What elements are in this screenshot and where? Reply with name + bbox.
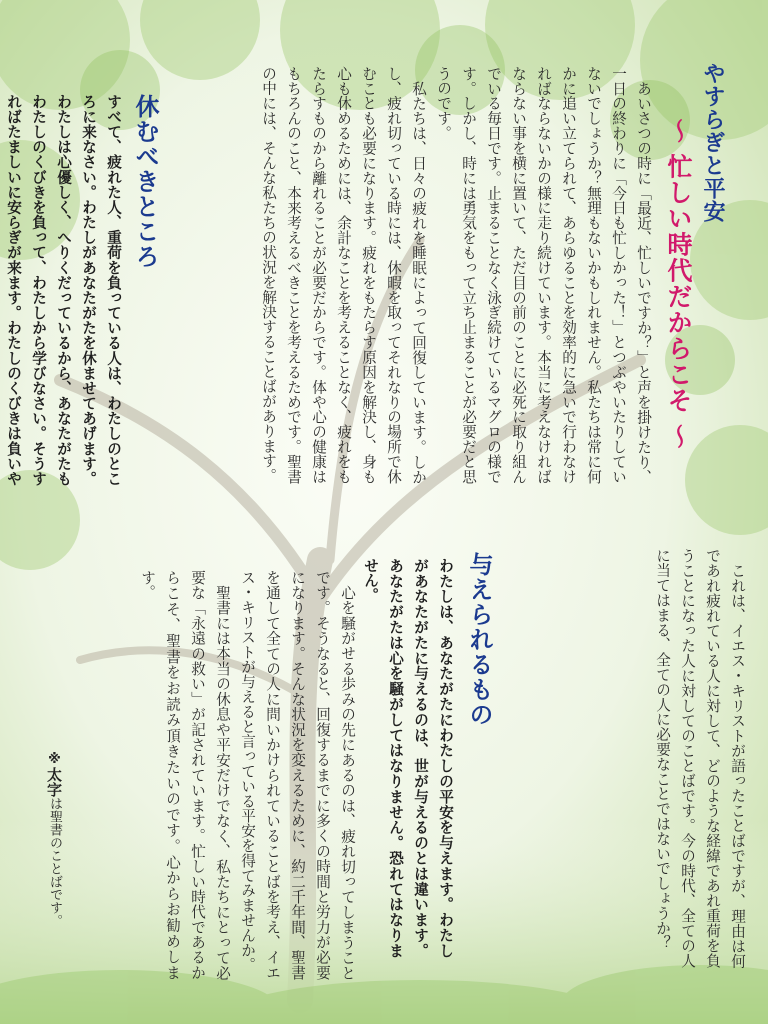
rest-paragraph: これは、イエス・キリストが語ったことばですが、理由は何であれ疲れている人に対して、どのような経緯であれ重荷を負うことになった人に対してのことばです。今の時代、全ての人に当てはまる、全ての人に必要なことではないでしょうか？ [654, 548, 746, 968]
rest-verse [5, 94, 126, 486]
intro-paragraph-1: あいさつの時に「最近、忙しいですか？」と声を掛けたり、一日の終わりに「今日も忙しかった！」とつぶやいたりしていないでしょうか？無理もないかもしれません。私たちは常に何かに追い立てられて、あらゆることを効率的に急いで行わなければならないかの様に走り続けています。本当に考えなければならない事を横に置いて、ただ目の前のことに必死に取り組んでいる毎日です。止まることなく泳ぎ続けているマグロの様です。しかし、時には勇気をもって立ち止まることが必要だと思うのです。 [435, 66, 652, 484]
page-title: やすらぎと平安 [700, 62, 725, 223]
footnote-bold-word: 太字 [45, 767, 63, 797]
given-paragraph-1: 心を騒がせる歩みの先にあるのは、疲れ切ってしまうことです。そうなると、回復するまでに多くの時間と労力が必要になります。そんな状況を変えるために、約二千年間、聖書を通して全ての人に問いかけられていることばを考え、イエス・キリストが与えると言っている平安を得てみませんか。 [239, 570, 356, 980]
given-body [60, 570, 360, 980]
given-verse-text: わたしは、あなたがたにわたしの平安を与えます。わたしがあなたがたに与えるのは、世が与えるのとは違います。あなたがたは心を騒がしてはなりません。恐れてはなりません。 [362, 558, 454, 958]
intro-body [152, 66, 656, 484]
footnote-mark: ※ [47, 752, 62, 767]
given-paragraph-2: 聖書には本当の休息や平安だけでなく、私たちにとって必要な「永遠の救い」が記されています。忙しい時代であるからこそ、聖書をお読み頂きたいのです。心からお勧めします。 [139, 570, 231, 980]
intro-paragraph-2: 私たちは、日々の疲れを睡眠によって回復しています。しかし、疲れ切っている時には、休暇を取ってそれなりの場所で休むことも必要になります。疲れをもたらす原因を解決し、身も心も休めるためには、余計なことを考えることなく、疲れをもたらすものから離れることが必要だからです。体や心の健康はもちろんのこと、本来考えるべきことを考えるためです。聖書の中には、そんな私たちの状況を解決することばがあります。 [260, 66, 427, 484]
rest-body [520, 548, 750, 968]
page-subtitle: ～ 忙しい時代だからこそ ～ [664, 118, 693, 450]
rest-verse-text: すべて、疲れた人、重荷を負っている人は、わたしのところに来なさい。わたしがあなたがたを休ませてあげます。わたしは心優しく、へりくだっているから、あなたがたもわたしのくびきを負って、わたしから学びなさい。そうすればたましいに安らぎが来ます。わたしのくびきは負いや [5, 94, 122, 486]
given-verse [362, 558, 458, 958]
footnote [44, 752, 65, 982]
section-heading-rest: 休むべきところ [131, 94, 159, 269]
section-heading-given: 与えられるもの [465, 552, 493, 727]
footnote-text: は聖書のことばです。 [47, 797, 62, 927]
